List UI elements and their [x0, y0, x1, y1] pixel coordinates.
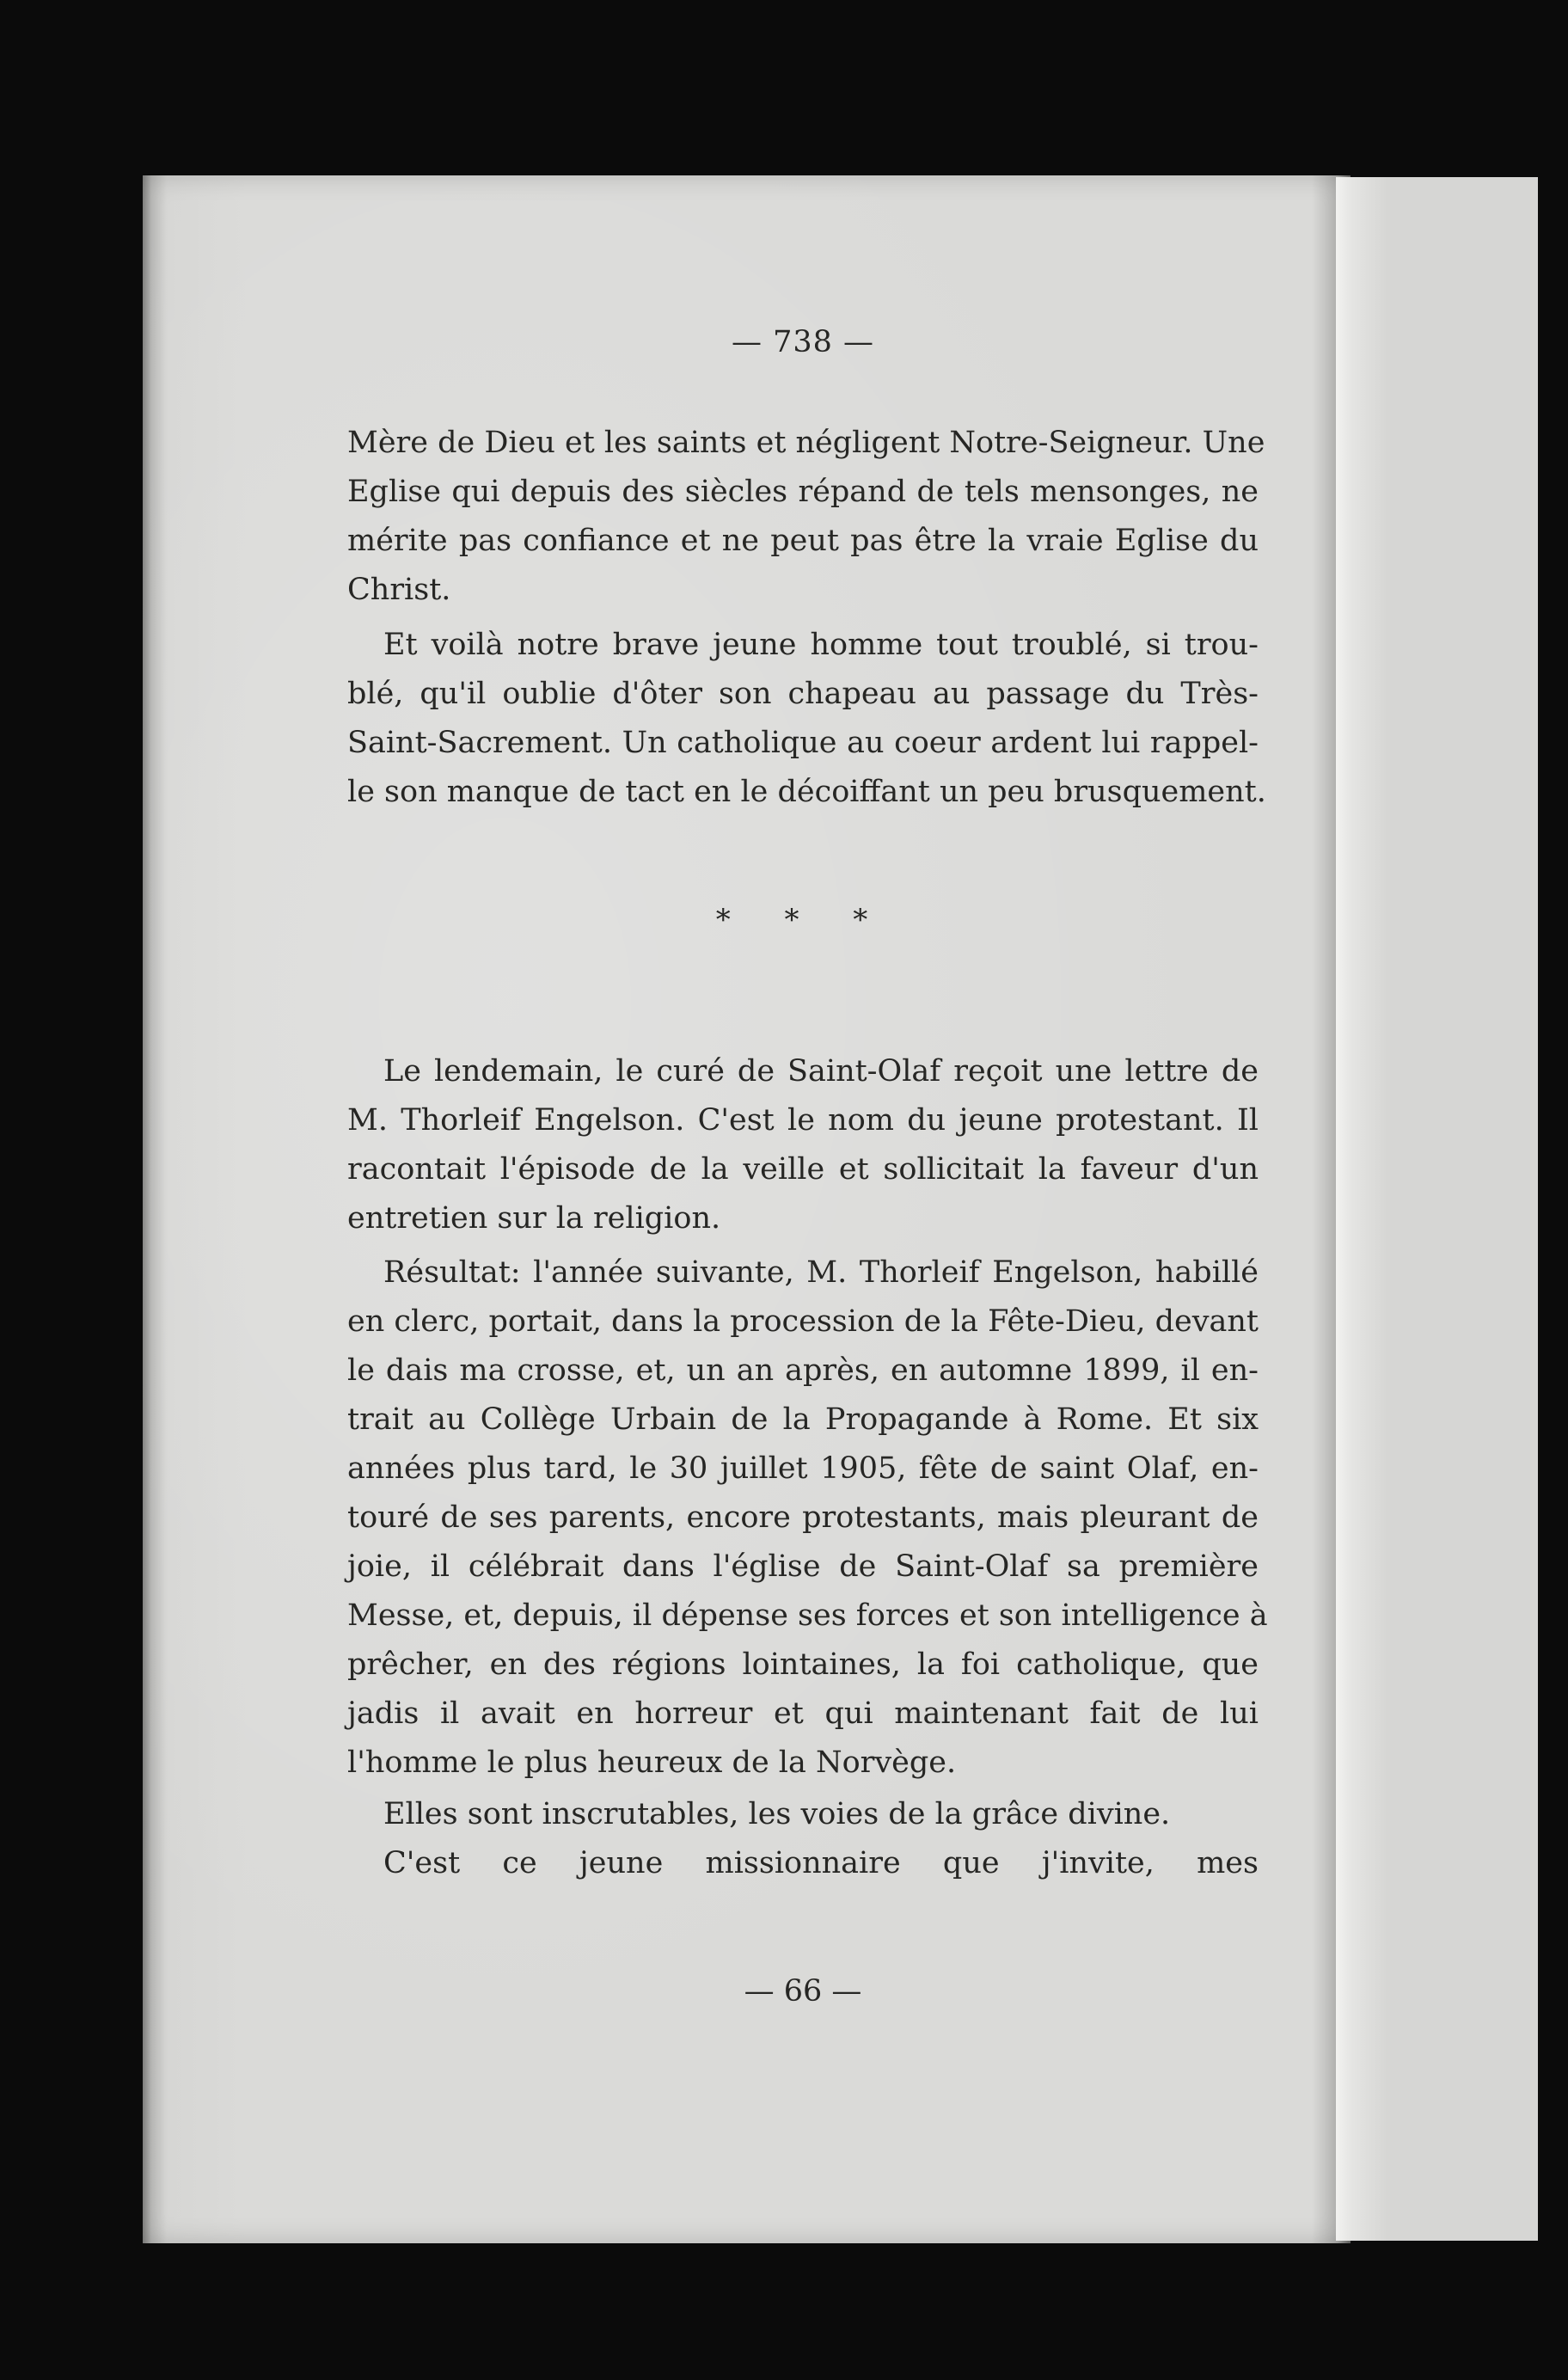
text-line: Eglise qui depuis des siècles répand de tels mensonges, ne: [347, 475, 1259, 509]
text-line: prêcher, en des régions lointaines, la foi catholique, que: [347, 1647, 1259, 1682]
text-line: Mère de Dieu et les saints et négligent Notre-Seigneur. Une: [347, 426, 1265, 460]
text-line: années plus tard, le 30 juillet 1905, fête de saint Olaf, en-: [347, 1451, 1259, 1486]
scan-border: [1538, 177, 1568, 2241]
paragraph-5: [347, 1790, 1259, 1839]
text-line: en clerc, portait, dans la procession de la Fête-Dieu, devant: [347, 1304, 1259, 1339]
text-line: le son manque de tact en le décoiffant un peu brusquement.: [347, 775, 1266, 809]
section-separator: * * *: [715, 903, 891, 937]
text-line: mérite pas confiance et ne peut pas être la vraie Eglise du: [347, 524, 1259, 558]
text-line: entretien sur la religion.: [347, 1201, 721, 1236]
paragraph-2: [347, 621, 1266, 817]
text-line: touré de ses parents, encore protestants, mais pleurant de: [347, 1500, 1259, 1535]
text-line: Elles sont inscrutables, les voies de la grâce divine.: [383, 1797, 1171, 1831]
text-line: le dais ma crosse, et, un an après, en automne 1899, il en-: [347, 1353, 1259, 1388]
text-line: trait au Collège Urbain de la Propagande à Rome. Et six: [347, 1402, 1259, 1437]
text-line: M. Thorleif Engelson. C'est le nom du jeune protestant. Il: [347, 1103, 1259, 1138]
page-header: — 738 —: [731, 325, 875, 359]
text-line: Résultat: l'année suivante, M. Thorleif Engelson, habillé: [383, 1255, 1259, 1290]
text-line: Le lendemain, le curé de Saint-Olaf reçoit une lettre de: [383, 1054, 1259, 1089]
text-line: l'homme le plus heureux de la Norvège.: [347, 1745, 957, 1780]
paragraph-1: [347, 419, 1265, 615]
text-line: C'est ce jeune missionnaire que j'invite, mes: [383, 1846, 1259, 1880]
text-line: Et voilà notre brave jeune homme tout troublé, si trou-: [383, 628, 1259, 662]
text-line: joie, il célébrait dans l'église de Saint-Olaf sa première: [347, 1549, 1259, 1584]
paragraph-3: [347, 1047, 1259, 1243]
text-line: jadis il avait en horreur et qui maintenant fait de lui: [347, 1696, 1259, 1731]
text-line: Saint-Sacrement. Un catholique au coeur ardent lui rappel-: [347, 726, 1259, 760]
paragraph-6: [347, 1839, 1259, 1888]
text-line: Messe, et, depuis, il dépense ses forces et son intelligence à: [347, 1598, 1268, 1633]
text-line: racontait l'épisode de la veille et sollicitait la faveur d'un: [347, 1152, 1259, 1187]
text-line: Christ.: [347, 573, 451, 607]
text-line: blé, qu'il oublie d'ôter son chapeau au passage du Très-: [347, 677, 1259, 711]
right-page: [1336, 177, 1568, 2241]
paragraph-4: [347, 1248, 1268, 1788]
page-footer: — 66 —: [744, 1974, 862, 2009]
